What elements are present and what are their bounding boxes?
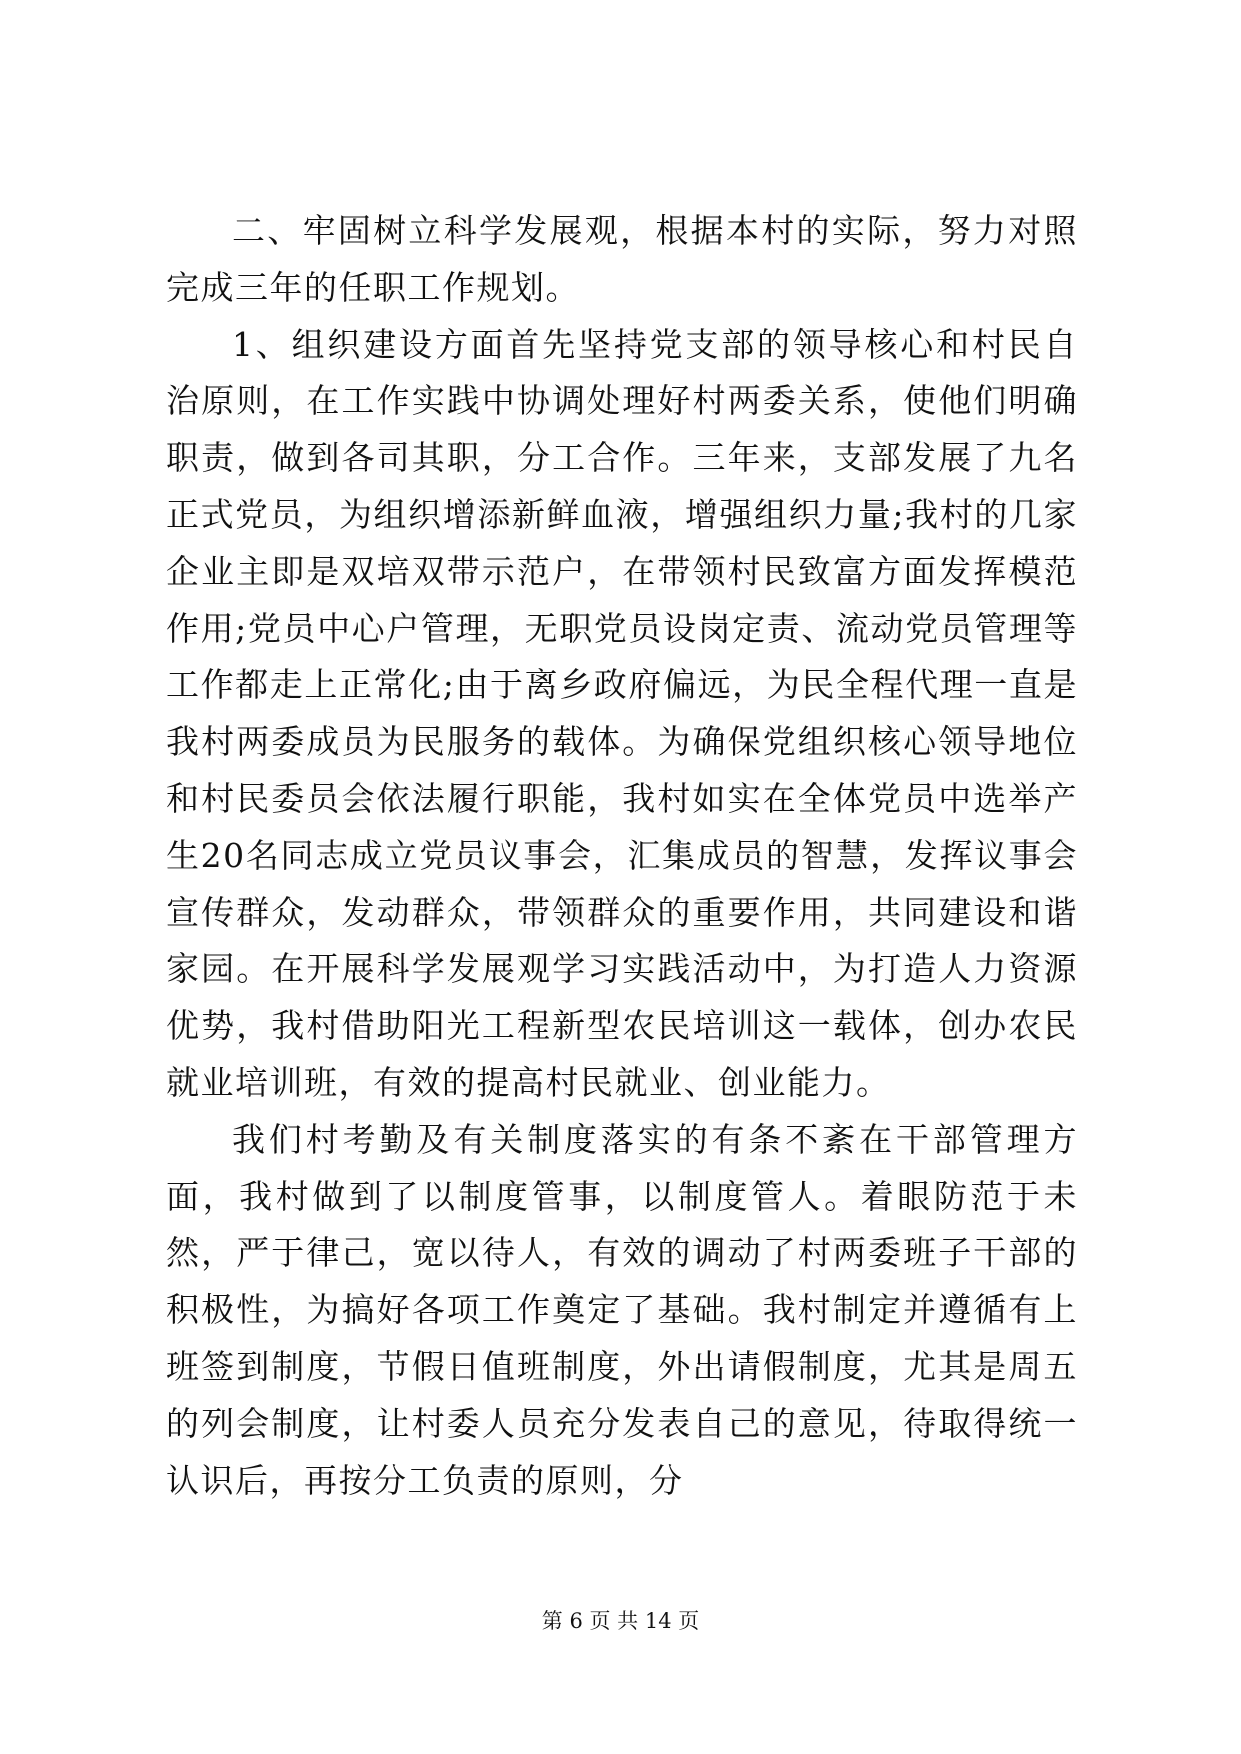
paragraph-2: 1、组织建设方面首先坚持党支部的领导核心和村民自治原则，在工作实践中协调处理好村两委关系，使他们明确职责，做到各司其职，分工合作。三年来，支部发展了九名正式党员，为组织增添新鲜血液，增强组织力量;我村的几家企业主即是双培双带示范户，在带领村民致富方面发挥模范作用;党员中心户管理，无职党员设岗定责、流动党员管理等工作都走上正常化;由于离乡政府偏远，为民全程代理一直是我村两委成员为民服务的载体。为确保党组织核心领导地位和村民委员会依法履行职能，我村如实在全体党员中选举产生20名同志成立党员议事会，汇集成员的智慧，发挥议事会宣传群众，发动群众，带领群众的重要作用，共同建设和谐家园。在开展科学发展观学习实践活动中，为打造人力资源优势，我村借助阳光工程新型农民培训这一载体，创办农民就业培训班，有效的提高村民就业、创业能力。: [166, 324, 1078, 1102]
paragraph-1: 二、牢固树立科学发展观，根据本村的实际，努力对照完成三年的任职工作规划。: [166, 211, 1078, 307]
document-body: [166, 203, 1078, 1509]
paragraph-3: 我们村考勤及有关制度落实的有条不紊在干部管理方面，我村做到了以制度管事，以制度管人。着眼防范于未然，严于律己，宽以待人，有效的调动了村两委班子干部的积极性，为搞好各项工作奠定了基础。我村制定并遵循有上班签到制度，节假日值班制度，外出请假制度，尤其是周五的列会制度，让村委人员充分发表自己的意见，待取得统一认识后，再按分工负责的原则，分: [166, 1119, 1078, 1500]
page-number-footer: 第 6 页 共 14 页: [541, 1609, 700, 1633]
